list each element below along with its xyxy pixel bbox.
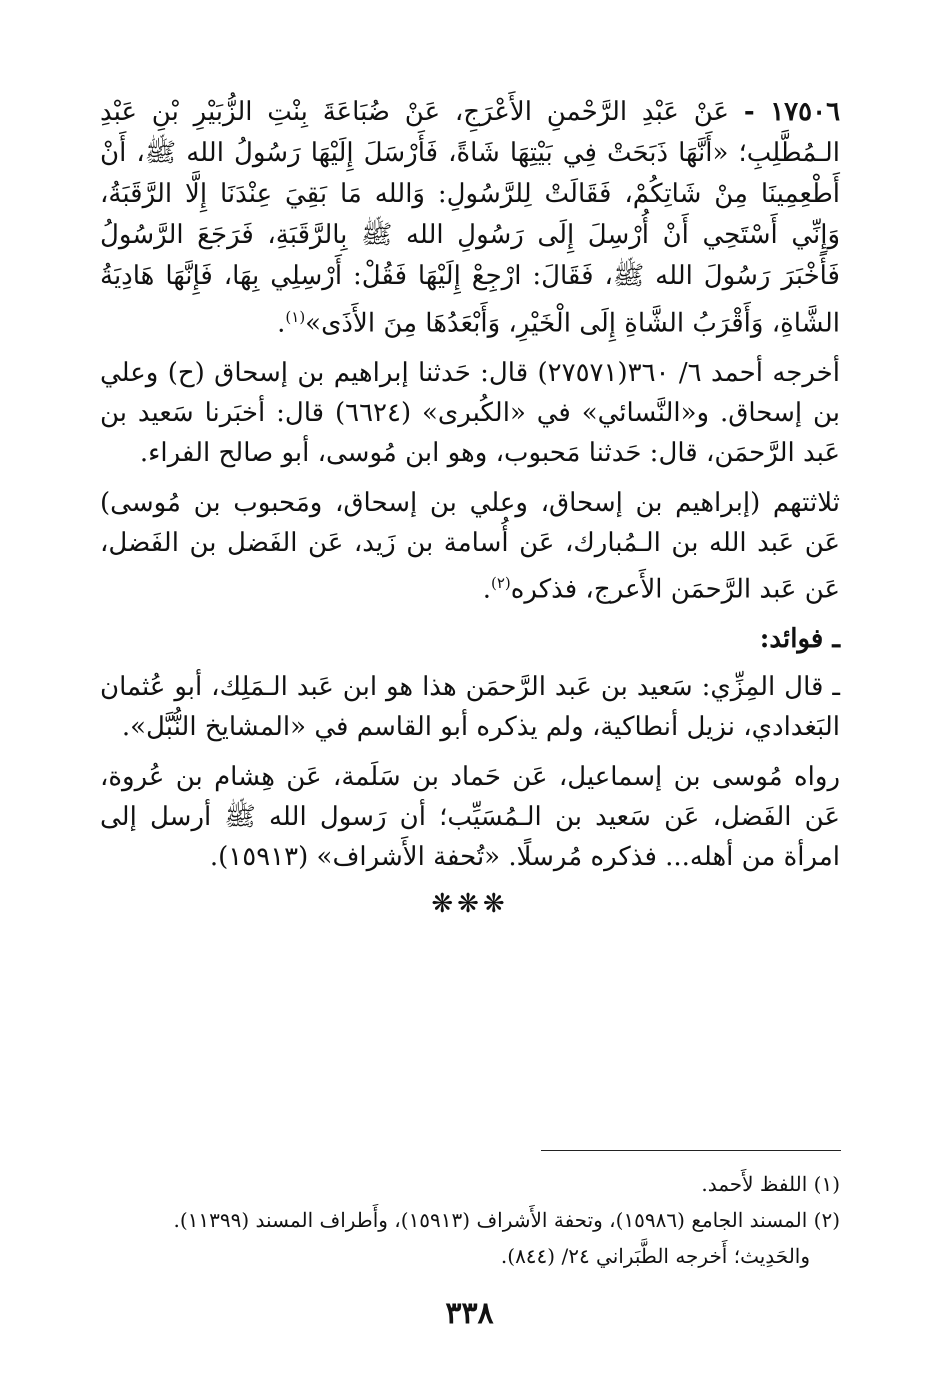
footnote-2: (٢) المسند الجامع (١٥٩٨٦)، وتحفة الأَشراف (١٥٩١٣)، وأَطراف المسند (١١٣٩٩). — [173, 1208, 840, 1232]
section-separator: ❋❋❋ — [431, 889, 509, 920]
footnote-ref-2[interactable]: (٢) — [490, 573, 511, 592]
footnote-1: (١) اللفظ لأَحمد. — [701, 1172, 840, 1196]
footnotes — [100, 1166, 840, 1274]
chain-paragraph: ثلاثتهم (إبراهيم بن إسحاق، وعلي بن إسحاق، ومَحبوب بن مُوسى) عَن عَبد الله بن الـمُبارك، عَن أُسامة بن زَيد، عَن الفَضل بن الفَضل، عَن عَبد الرَّحمَن الأَعرج، فذكره$^{(٢)}$. — [100, 487, 840, 605]
benefit-paragraph-2: رواه مُوسى بن إسماعيل، عَن حَماد بن سَلَمة، عَن هِشام بن عُروة، عَن الفَضل، عَن سَعيد بن الـمُسَيِّب؛ أن رَسول الله ﷺ أرسل إلى امرأة من أهله... فذكره مُرسلًا. «تُحفة الأَشراف» (١٥٩١٣). — [100, 762, 840, 873]
hadith-paragraph: ١٧٥٠٦ - عَنْ عَبْدِ الرَّحْمنِ الأَعْرَجِ، عَنْ ضُبَاعَةَ بِنْتِ الزُّبَيْرِ بْنِ عَبْدِ الـمُطَّلِبِ؛ «أَنَّهَا ذَبَحَتْ فِي بَيْتِهَا شَاةً، فَأَرْسَلَ إِلَيْهَا رَسُولُ الله ﷺ، أَنْ أَطْعِمِينَا مِنْ شَاتِكُمْ، فَقَالَتْ لِلرَّسُولِ: وَالله مَا بَقِيَ عِنْدَنَا إِلَّا الرَّقَبَةُ، وَإِنِّي أَسْتَحِي أَنْ أُرْسِلَ إِلَى رَسُولِ الله ﷺ بِالرَّقَبَةِ، فَرَجَعَ الرَّسُولُ فَأَخْبَرَ رَسُولَ الله ﷺ، فَقَالَ: ارْجِعْ إِلَيْهَا فَقُلْ: أَرْسِلِي بِهَا، فَإِنَّهَا هَادِيَةُ الشَّاةِ، وَأَقْرَبُ الشَّاةِ إِلَى الْخَيْرِ، وَأَبْعَدُهَا مِنَ الأَذَى»$^{(١)}$. — [100, 97, 841, 339]
benefit-paragraph-1: ـ قال المِزِّي: سَعيد بن عَبد الرَّحمَن هذا هو ابن عَبد الـمَلِك، أبو عُثمان البَغدادي، نزيل أنطاكية، ولم يذكره أبو القاسم في «المشايخ النُّبَّل». — [100, 672, 840, 743]
hadith-number: ١٧٥٠٦ - — [743, 97, 841, 127]
benefits-heading: ـ فوائد: — [759, 624, 840, 655]
hadith-text: عَنْ عَبْدِ الرَّحْمنِ الأَعْرَجِ، عَنْ ضُبَاعَةَ بِنْتِ الزُّبَيْرِ بْنِ عَبْدِ الـمُطَّلِبِ؛ «أَنَّهَا ذَبَحَتْ فِي بَيْتِهَا شَاةً، فَأَرْسَلَ إِلَيْهَا رَسُولُ الله ﷺ، أَنْ أَطْعِمِينَا مِنْ شَاتِكُمْ، فَقَالَتْ لِلرَّسُولِ: وَالله مَا بَقِيَ عِنْدَنَا إِلَّا الرَّقَبَةُ، وَإِنِّي أَسْتَحِي أَنْ أُرْسِلَ إِلَى رَسُولِ الله ﷺ بِالرَّقَبَةِ، فَرَجَعَ الرَّسُولُ فَأَخْبَرَ رَسُولَ الله ﷺ، فَقَالَ: ارْجِعْ إِلَيْهَا فَقُلْ: أَرْسِلِي بِهَا، فَإِنَّهَا هَادِيَةُ الشَّاةِ، وَأَقْرَبُ الشَّاةِ إِلَى الْخَيْرِ، وَأَبْعَدُهَا مِنَ الأَذَى» — [100, 97, 840, 339]
takhrij-paragraph: أخرجه أحمد ٦/ ٣٦٠(٢٧٥٧١) قال: حَدثنا إبراهيم بن إسحاق (ح) وعلي بن إسحاق. و«النَّسائي» في «الكُبرى» (٦٦٢٤) قال: أخبَرنا سَعيد بن عَبد الرَّحمَن، قال: حَدثنا مَحبوب، وهو ابن مُوسى، أبو صالح الفراء. — [100, 357, 840, 468]
page-number: ٣٣٨ — [445, 1296, 494, 1331]
footnote-divider — [541, 1150, 841, 1151]
main-text — [100, 92, 840, 919]
footnote-2-continued: والحَدِيث؛ أَخرجه الطَّبَراني ٢٤/ (٨٤٤). — [500, 1244, 810, 1268]
footnote-ref-1[interactable]: (١) — [285, 308, 306, 326]
chain-text: ثلاثتهم (إبراهيم بن إسحاق، وعلي بن إسحاق، ومَحبوب بن مُوسى) عَن عَبد الله بن الـمُبارك، عَن أُسامة بن زَيد، عَن الفَضل بن الفَضل، عَن عَبد الرَّحمَن الأَعرج، فذكره — [100, 487, 840, 605]
